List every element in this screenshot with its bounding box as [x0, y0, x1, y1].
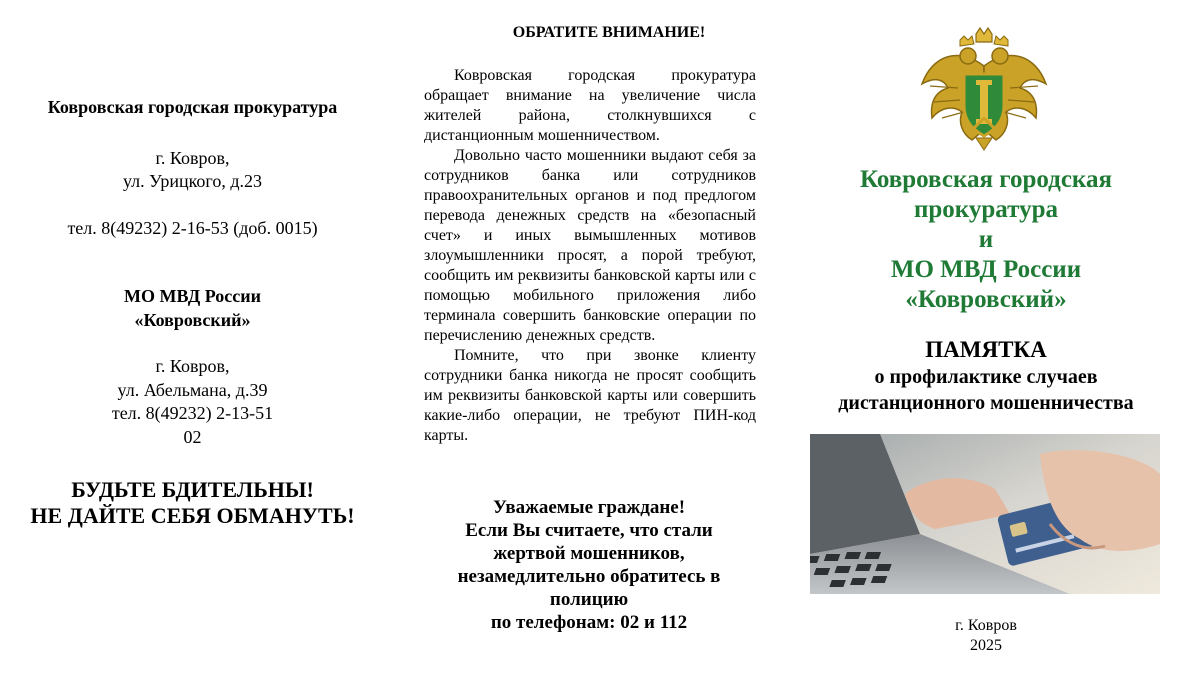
- appeal-line: жертвой мошенников,: [493, 543, 685, 564]
- citizens-appeal: [424, 496, 754, 634]
- prosecutor-emblem-icon: [918, 26, 1050, 152]
- title-line: «Ковровский»: [905, 286, 1067, 313]
- appeal-line: полицию: [549, 589, 629, 610]
- left-panel: [0, 0, 385, 678]
- warning-paragraph: Ковровская городская прокуратура обращает внимание на увеличение числа жителей района, столкнувшихся с дистанционным мошенничеством.: [424, 67, 756, 144]
- organizations-title: [790, 165, 1182, 315]
- slogan-line1: БУДЬТЕ БДИТЕЛЬНЫ!: [71, 477, 314, 502]
- slogan-line2: НЕ ДАЙТЕ СЕБЯ ОБМАНУТЬ!: [30, 503, 355, 528]
- title-line: и: [978, 226, 994, 253]
- police-street: ул. Абельмана, д.39: [117, 380, 268, 400]
- police-name-line1: МО МВД России: [124, 286, 261, 306]
- right-panel: [790, 0, 1182, 678]
- memo-title: ПАМЯТКА: [925, 337, 1047, 362]
- appeal-line: по телефонам: 02 и 112: [490, 612, 688, 633]
- title-line: Ковровская городская: [860, 166, 1112, 193]
- prosecutor-city: г. Ковров,: [155, 148, 230, 168]
- appeal-line: незамедлительно обратитесь в: [457, 566, 721, 587]
- title-line: прокуратура: [914, 196, 1058, 223]
- warning-paragraph: Довольно часто мошенники выдают себя за сотрудников банка или сотрудников правоохранительных органов и под предлогом перевода денежных средств на «безопасный счет» и иных вымышленных мотивов злоумышленники просят, а порой требуют, сообщить им реквизиты банковской карты или с помощью мобильного приложения либо терминала совершить банковские операции по перечислению денежных средств.: [424, 147, 756, 344]
- footer-city: г. Ковров: [955, 617, 1017, 634]
- prosecutor-street: ул. Урицкого, д.23: [122, 171, 263, 191]
- footer: [790, 616, 1182, 656]
- memo-title-block: [790, 336, 1182, 416]
- middle-panel: [424, 0, 756, 678]
- warning-paragraph: Помните, что при звонке клиенту сотрудники банка никогда не просят сообщить им реквизиты банковской карты или совершить какие-либо операции, не требуют ПИН-код карты.: [424, 347, 756, 444]
- appeal-line: Уважаемые граждане!: [492, 497, 686, 518]
- prosecutor-name: Ковровская городская прокуратура: [47, 97, 338, 117]
- police-phone-short: 02: [183, 427, 202, 447]
- warning-text: [424, 66, 756, 446]
- prosecutor-phone: тел. 8(49232) 2-16-53 (доб. 0015): [67, 218, 318, 238]
- footer-year: 2025: [970, 637, 1002, 654]
- memo-subtitle-line1: о профилактике случаев: [874, 366, 1098, 388]
- title-line: МО МВД России: [890, 256, 1082, 283]
- memo-subtitle-line2: дистанционного мошенничества: [838, 392, 1134, 414]
- police-name-line2: «Ковровский»: [134, 310, 251, 330]
- police-phone: тел. 8(49232) 2-13-51: [111, 403, 274, 423]
- appeal-line: Если Вы считаете, что стали: [465, 520, 713, 541]
- police-city: г. Ковров,: [155, 356, 230, 376]
- laptop-card-photo: [810, 434, 1160, 594]
- attention-heading: ОБРАТИТЕ ВНИМАНИЕ!: [512, 24, 706, 41]
